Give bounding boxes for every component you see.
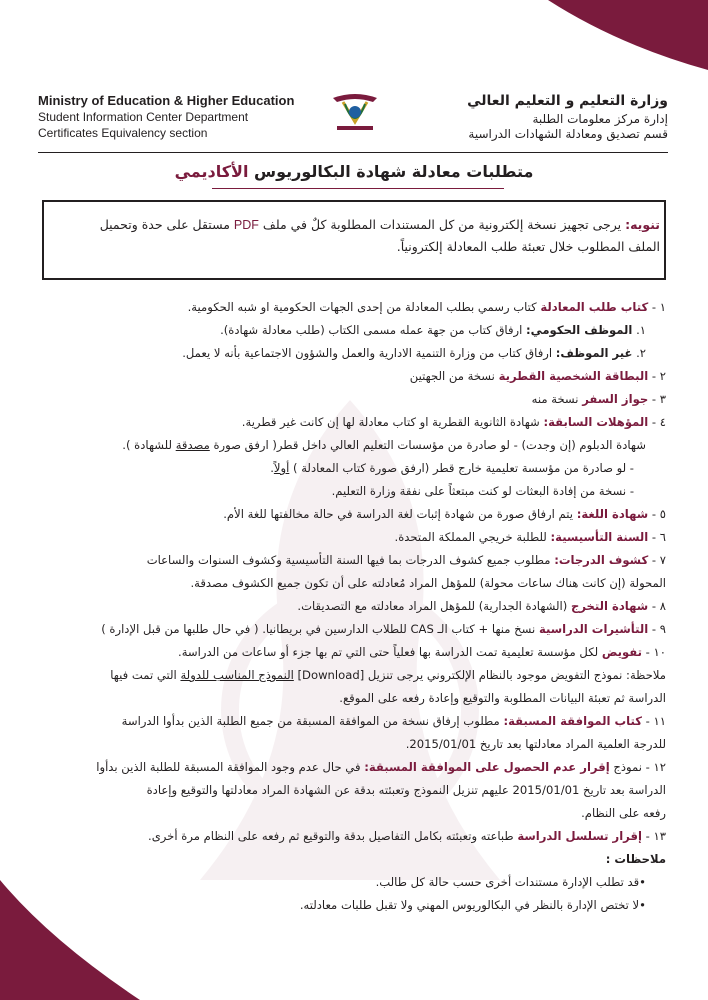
text-segment: ١٠ - <box>641 645 666 659</box>
ministry-name-en: Ministry of Education & Higher Education <box>38 93 295 108</box>
text-segment: للشهادة ). <box>122 438 176 452</box>
list-item <box>38 526 666 549</box>
text-segment: كتاب طلب المعادلة <box>540 300 649 314</box>
text-segment: ارفاق كتاب من وزارة التنمية الادارية والعمل والشؤون الاجتماعية بأنه لا يعمل. <box>182 346 556 360</box>
text-segment: المؤهلات السابقة: <box>543 415 649 429</box>
list-item <box>38 319 666 342</box>
text-segment: المحولة (إن كانت هناك ساعات محولة) للمؤهل المراد مُعادلته على أن تكون جميع الكشوف مصدقة. <box>190 576 666 590</box>
notice-line-2: الملف المطلوب خلال تعبئة طلب المعادلة إلكترونياً. <box>396 239 660 254</box>
notice-text-2: مستقل على حدة وتحميل <box>99 217 234 232</box>
list-item <box>38 457 666 480</box>
text-segment: جواز السفر <box>582 392 649 406</box>
text-segment: كتاب الموافقة المسبقة: <box>503 714 642 728</box>
text-segment: شهادة التخرج <box>570 599 649 613</box>
text-segment: نموذج <box>609 760 642 774</box>
list-item <box>38 549 666 572</box>
text-segment: نسخة منه <box>531 392 583 406</box>
text-segment: مصدقة <box>175 438 210 452</box>
text-segment: ١٢ - <box>641 760 666 774</box>
department-name-ar: إدارة مركز معلومات الطلبة <box>532 112 668 126</box>
text-segment: ٢ - <box>648 369 666 383</box>
text-segment: ارفاق كتاب من جهة عمله مسمى الكتاب (طلب معادلة شهادة). <box>220 323 527 337</box>
requirements-list <box>38 296 666 917</box>
page-title <box>0 162 708 181</box>
text-segment: ٤ - <box>648 415 666 429</box>
text-segment: للدرجة العلمية المراد معادلتها بعد تاريخ 2015/01/01. <box>405 737 666 751</box>
text-segment: ٩ - <box>648 622 666 636</box>
text-segment: في حال عدم وجود الموافقة المسبقة للطلبة الذين بدأوا <box>96 760 365 774</box>
section-name-en: Certificates Equivalency section <box>38 126 208 140</box>
text-segment: ٢. <box>632 346 646 360</box>
list-item <box>38 365 666 388</box>
text-segment: يتم ارفاق صورة من شهادة إثبات لغة الدراسة في حالة مخالفتها للغة الأم. <box>223 507 577 521</box>
text-segment: ١٣ - <box>641 829 666 843</box>
text-segment: الموظف الحكومي: <box>526 323 633 337</box>
list-item <box>38 342 666 365</box>
text-segment: مطلوب جميع كشوف الدرجات بما فيها السنة التأسيسية وكشوف السنوات والساعات <box>146 553 555 567</box>
text-segment: رفعه على النظام. <box>581 806 666 820</box>
text-segment: (الشهادة الجدارية) للمؤهل المراد معادلته مع التصديقات. <box>297 599 571 613</box>
text-segment: ٥ - <box>648 507 666 521</box>
list-item <box>38 779 666 802</box>
text-segment: ٧ - <box>648 553 666 567</box>
text-segment: التي تمت فيها <box>110 668 181 682</box>
ministry-name-ar: وزارة التعليم و التعليم العالي <box>467 93 668 109</box>
header-arabic <box>368 93 668 142</box>
section-name-ar: قسم تصديق ومعادلة الشهادات الدراسية <box>468 127 668 141</box>
header-english <box>38 93 328 142</box>
text-segment: شهادة اللغة: <box>576 507 649 521</box>
text-segment: كتاب رسمي بطلب المعادلة من إحدى الجهات الحكومية او شبه الحكومية. <box>187 300 541 314</box>
title-accent: الأكاديمي <box>174 162 249 181</box>
text-segment: شهادة الثانوية القطرية او كتاب معادلة لها إن كانت غير قطرية. <box>241 415 544 429</box>
list-item <box>38 572 666 595</box>
list-item <box>38 641 666 664</box>
text-segment: البطاقة الشخصية القطرية <box>498 369 649 383</box>
list-item <box>38 434 666 457</box>
text-segment: مطلوب إرفاق نسخة من الموافقة المسبقة من جميع الطلبة الذين بدأوا الدراسة <box>121 714 504 728</box>
text-segment: إقرار عدم الحصول على الموافقة المسبقة: <box>364 760 610 774</box>
note-item: •لا تختص الإدارة بالنظر في البكالوريوس المهني ولا تقبل طلبات معادلته. <box>299 898 646 912</box>
list-item <box>38 664 666 687</box>
header-divider <box>38 152 668 153</box>
list-item <box>38 802 666 825</box>
list-item <box>38 733 666 756</box>
text-segment: - نسخة من إفادة البعثات لو كنت مبتعثاً على نفقة وزارة التعليم. <box>331 484 634 498</box>
pdf-label: PDF <box>233 218 259 232</box>
text-segment: - لو صادرة من مؤسسة تعليمية خارج قطر (ارفق صورة كتاب المعادلة ) <box>289 461 634 475</box>
list-item <box>38 503 666 526</box>
list-item <box>38 296 666 319</box>
text-segment: إقرار تسلسل الدراسة <box>517 829 642 843</box>
text-segment: النموذج المناسب للدولة <box>180 668 294 682</box>
text-segment: أولاً <box>273 461 290 475</box>
text-segment: لكل مؤسسة تعليمية تمت الدراسة بها فعلياً حتى التي تم بها جزء أو ساعات من الدراسة. <box>178 645 602 659</box>
text-segment: نسخة من الجهتين <box>409 369 499 383</box>
text-segment: نسخ منها + كتاب الـ CAS للطلاب الدارسين في بريطانيا. ( في حال طلبها من قبل الإدارة ) <box>101 622 539 636</box>
notes-title: ملاحظات : <box>605 852 666 866</box>
text-segment: التأشيرات الدراسية <box>538 622 649 636</box>
text-segment: غير الموظف: <box>555 346 633 360</box>
text-segment: ١١ - <box>641 714 666 728</box>
text-segment: طباعته وتعبئته بكامل التفاصيل بدقة والتوقيع ثم رفعه على النظام مرة أخرى. <box>148 829 518 843</box>
list-item <box>38 480 666 503</box>
list-item <box>38 388 666 411</box>
text-segment: للطلبة خريجي المملكة المتحدة. <box>394 530 551 544</box>
list-item <box>38 687 666 710</box>
text-segment: الدراسة ثم تعبئة البيانات المطلوبة والتوقيع وإعادة رفعه على الموقع. <box>339 691 666 705</box>
text-segment: ٨ - <box>648 599 666 613</box>
text-segment: ملاحظة: نموذج التفويض موجود بالنظام الإلكتروني يرجى تنزيل [Download] <box>293 668 666 682</box>
text-segment: شهادة الدبلوم (إن وجدت) - لو صادرة من مؤسسات التعليم العالي داخل قطر( ارفق صورة <box>209 438 646 452</box>
notice-box <box>42 200 666 280</box>
text-segment: ٣ - <box>648 392 666 406</box>
corner-decoration-top <box>508 0 708 80</box>
title-underline <box>212 188 504 189</box>
text-segment: . <box>270 461 274 475</box>
notice-label: تنويه: <box>625 217 660 232</box>
text-segment: ١. <box>632 323 646 337</box>
list-item <box>38 411 666 434</box>
title-prefix: متطلبات معادلة شهادة البكالوريوس <box>248 162 534 181</box>
text-segment: تفويض <box>601 645 642 659</box>
notice-text: يرجى تجهيز نسخة إلكترونية من كل المستندات المطلوبة كلٌ في ملف <box>258 217 626 232</box>
text-segment: ٦ - <box>648 530 666 544</box>
list-item <box>38 618 666 641</box>
text-segment: ١ - <box>648 300 666 314</box>
list-item <box>38 710 666 733</box>
text-segment: الدراسة بعد تاريخ 2015/01/01 عليهم تنزيل النموذج وتعبئته بدقة عن الشهادة المراد معادلتها والتوقيع وإعادة <box>146 783 666 797</box>
text-segment: السنة التأسيسية: <box>550 530 649 544</box>
text-segment: كشوف الدرجات: <box>554 553 649 567</box>
list-item <box>38 595 666 618</box>
department-name-en: Student Information Center Department <box>38 110 249 124</box>
list-item <box>38 825 666 848</box>
list-item <box>38 756 666 779</box>
note-item: •قد تطلب الإدارة مستندات أخرى حسب حالة كل طالب. <box>375 875 646 889</box>
